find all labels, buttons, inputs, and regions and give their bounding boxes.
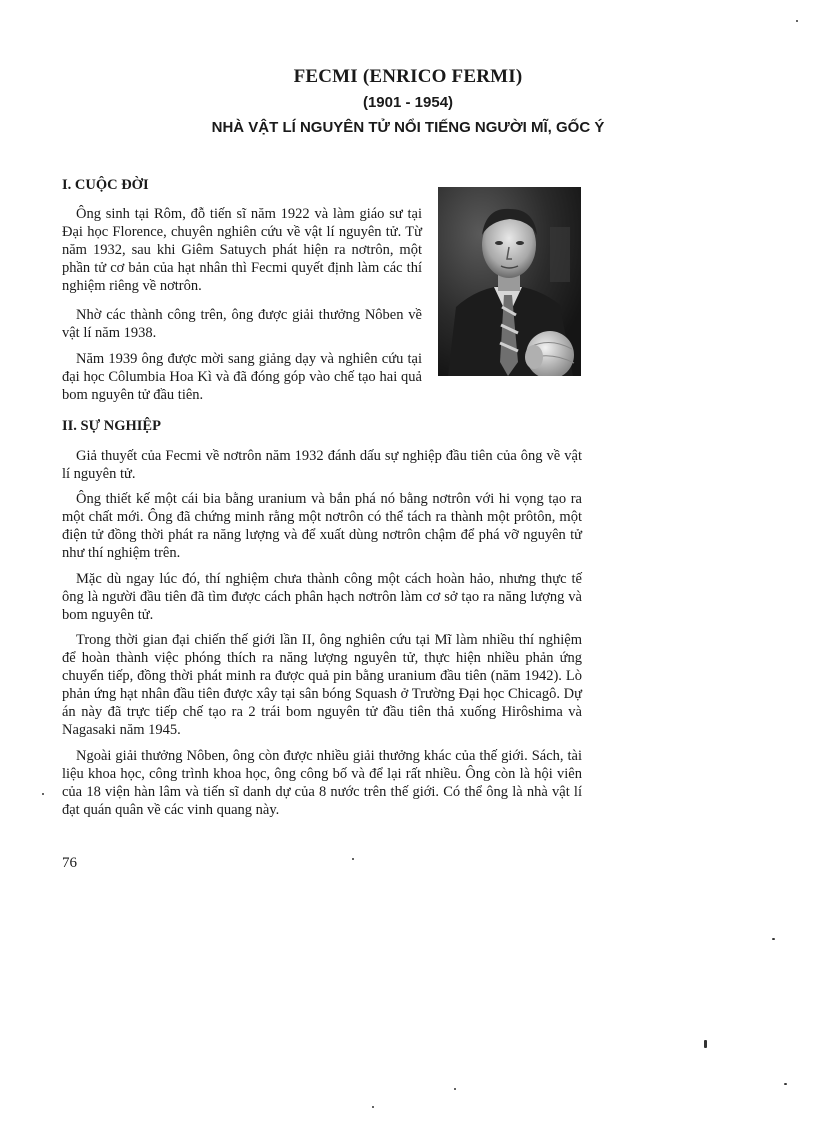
paragraph: Ngoài giải thưởng Nôben, ông còn được nhiều giải thưởng khác của thế giới. Sách, tài liệu khoa học, công trình khoa học, ông công bố và để lại rất nhiều. Ông còn là hội viên của 18 viện hàn lâm và tiến sĩ danh dự của 8 nước trên thế giới. Có thể ông là nhà vật lí đạt quán quân về các vinh quang này. — [62, 748, 582, 818]
page-title: FECMI (ENRICO FERMI) — [293, 66, 523, 87]
life-years: (1901 - 1954) — [362, 94, 454, 111]
section-heading-life: I. CUỘC ĐỜI — [62, 177, 149, 193]
paragraph: Ông thiết kế một cái bia bằng uranium và bắn phá nó bằng nơtrôn với hi vọng tạo ra một chất mới. Ông đã chứng minh rằng một nơtrôn có thể tách ra thành một prôtôn, một điện tử đồng thời phát ra năng lượng và để xuất dùng nơtrôn chậm để phá vỡ nguyên tử như thí nghiệm trên. — [62, 491, 582, 561]
page-number: 76 — [62, 855, 77, 871]
section-heading-career: II. SỰ NGHIỆP — [62, 418, 161, 434]
paragraph: Giả thuyết của Fecmi về nơtrôn năm 1932 đánh dấu sự nghiệp đầu tiên của ông về vật lí nguyên tử. — [62, 448, 582, 482]
scan-speck — [772, 938, 775, 940]
scan-speck — [704, 1040, 707, 1048]
scan-speck — [372, 1106, 374, 1108]
scan-speck — [42, 793, 44, 795]
scan-speck — [784, 1083, 787, 1085]
page-subtitle: NHÀ VẬT LÍ NGUYÊN TỬ NỔI TIẾNG NGƯỜI MĨ, GỐC Ý — [211, 119, 605, 136]
portrait-photo — [438, 187, 581, 376]
scan-speck — [352, 858, 354, 860]
scan-speck — [454, 1088, 456, 1090]
paragraph: Trong thời gian đại chiến thế giới lần II, ông nghiên cứu tại Mĩ làm nhiều thí nghiệm để hoàn thành việc phóng thích ra năng lượng nguyên tử, thực hiện nhiều phản ứng chuyển tiếp, đồng thời phát minh ra được quả pin bằng uranium đầu tiên (năm 1942). Lò phản ứng hạt nhân đầu tiên được xây tại sân bóng Squash ở Trường Đại học Chicagô. Dự án này đã trực tiếp chế tạo ra 2 trái bom nguyên tử đầu tiên thả xuống Hirôshima và Nagasaki năm 1945. — [62, 632, 582, 738]
scan-speck — [796, 20, 798, 22]
paragraph: Nhờ các thành công trên, ông được giải thưởng Nôben về vật lí năm 1938. — [62, 307, 422, 341]
paragraph: Mặc dù ngay lúc đó, thí nghiệm chưa thành công một cách hoàn hảo, nhưng thực tế ông là người đầu tiên đã tìm được cách phân hạch nơtrôn làm cơ sở tạo ra năng lượng và bom nguyên tử. — [62, 571, 582, 623]
paragraph: Ông sinh tại Rôm, đỗ tiến sĩ năm 1922 và làm giáo sư tại Đại học Florence, chuyên nghiên cứu về vật lí nguyên tử. Từ năm 1932, sau khi Giêm Satuych phát hiện ra nơtrôn, một phần tử cơ bản của hạt nhân thì Fecmi quyết định làm các thí nghiệm riêng về nơtrôn. — [62, 206, 422, 294]
paragraph: Năm 1939 ông được mời sang giảng dạy và nghiên cứu tại đại học Côlumbia Hoa Kì và đã đóng góp vào chế tạo hai quả bom nguyên tử đầu tiên. — [62, 351, 422, 403]
